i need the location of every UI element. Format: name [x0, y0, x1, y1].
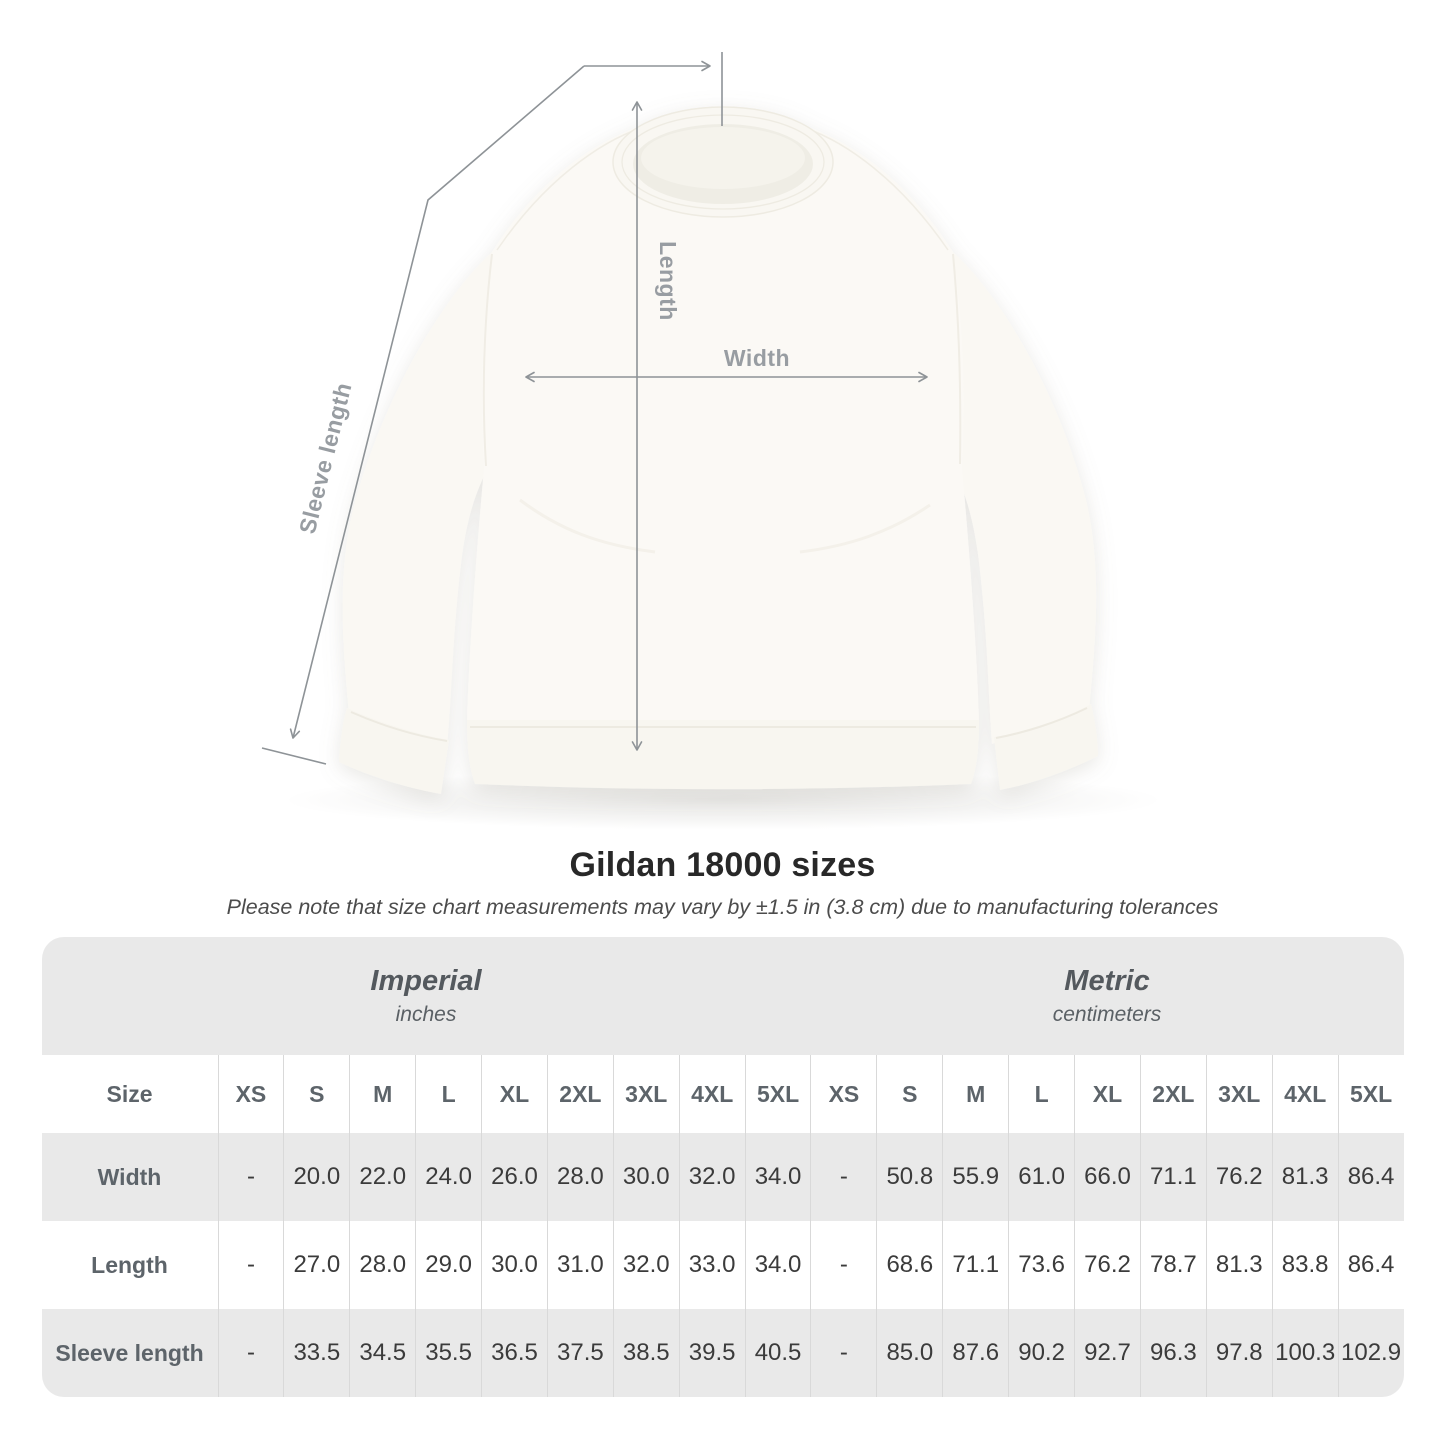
table-cell: 37.5 — [547, 1309, 613, 1397]
table-cell: 34.0 — [745, 1133, 811, 1221]
table-cell: 28.0 — [547, 1133, 613, 1221]
table-cell: 27.0 — [283, 1221, 349, 1309]
table-cell: 28.0 — [349, 1221, 415, 1309]
table-cell: 36.5 — [481, 1309, 547, 1397]
table-cell: 76.2 — [1074, 1221, 1140, 1309]
table-cell: 34.5 — [349, 1309, 415, 1397]
table-cell: 33.5 — [283, 1309, 349, 1397]
table-row-sleeve-length — [42, 1309, 1404, 1397]
table-cell: 85.0 — [876, 1309, 942, 1397]
size-header-cell: XS — [218, 1055, 284, 1133]
table-cell: 33.0 — [679, 1221, 745, 1309]
size-header-cell: L — [415, 1055, 481, 1133]
table-cell: 20.0 — [283, 1133, 349, 1221]
table-cell: 102.9 — [1338, 1309, 1404, 1397]
table-cell: 86.4 — [1338, 1133, 1404, 1221]
table-cell: 86.4 — [1338, 1221, 1404, 1309]
table-cell: 32.0 — [679, 1133, 745, 1221]
table-cell: 30.0 — [613, 1133, 679, 1221]
metric-header — [811, 937, 1404, 1055]
table-cell: 24.0 — [415, 1133, 481, 1221]
table-cell: 68.6 — [876, 1221, 942, 1309]
sweatshirt-graphic — [339, 107, 1098, 794]
table-cell: 30.0 — [481, 1221, 547, 1309]
size-header-cell: M — [349, 1055, 415, 1133]
table-cell: 38.5 — [613, 1309, 679, 1397]
size-header-cell: 2XL — [1140, 1055, 1206, 1133]
table-cell: 61.0 — [1008, 1133, 1074, 1221]
table-cell: 71.1 — [1140, 1133, 1206, 1221]
page-title: Gildan 18000 sizes — [569, 846, 876, 884]
size-column-header: Size — [106, 1080, 153, 1107]
table-cell: 26.0 — [481, 1133, 547, 1221]
width-label: Width — [723, 345, 791, 371]
table-cell: 76.2 — [1206, 1133, 1272, 1221]
size-header-cell: 4XL — [1272, 1055, 1338, 1133]
table-cell: 29.0 — [415, 1221, 481, 1309]
size-header-cell: 3XL — [1206, 1055, 1272, 1133]
metric-title: Metric — [1064, 965, 1150, 997]
table-cell: 81.3 — [1272, 1133, 1338, 1221]
table-cell: 50.8 — [876, 1133, 942, 1221]
row-label: Sleeve length — [55, 1339, 204, 1366]
size-header-cell: S — [283, 1055, 349, 1133]
row-label: Length — [91, 1251, 168, 1278]
table-cell: 92.7 — [1074, 1309, 1140, 1397]
table-cell: 78.7 — [1140, 1221, 1206, 1309]
table-cell: 32.0 — [613, 1221, 679, 1309]
metric-unit: centimeters — [1052, 1003, 1162, 1026]
length-label: Length — [655, 241, 681, 321]
table-cell: 81.3 — [1206, 1221, 1272, 1309]
table-cell: 96.3 — [1140, 1309, 1206, 1397]
table-row-width — [42, 1133, 1404, 1221]
size-header-row — [42, 1055, 1404, 1133]
size-header-cell: XL — [481, 1055, 547, 1133]
table-cell: - — [810, 1221, 876, 1309]
table-row-length — [42, 1221, 1404, 1309]
table-cell: 35.5 — [415, 1309, 481, 1397]
table-cell: 83.8 — [1272, 1221, 1338, 1309]
imperial-title: Imperial — [370, 965, 482, 997]
table-cell: 90.2 — [1008, 1309, 1074, 1397]
table-cell: 73.6 — [1008, 1221, 1074, 1309]
size-header-cell: S — [876, 1055, 942, 1133]
table-cell: 34.0 — [745, 1221, 811, 1309]
table-cell: 40.5 — [745, 1309, 811, 1397]
table-cell: - — [810, 1309, 876, 1397]
hem-band — [467, 720, 979, 789]
table-cell: 71.1 — [942, 1221, 1008, 1309]
size-header-cell: 3XL — [613, 1055, 679, 1133]
row-label: Width — [97, 1163, 162, 1190]
size-header-cell: XL — [1074, 1055, 1140, 1133]
imperial-unit: inches — [395, 1003, 457, 1026]
table-cell: 22.0 — [349, 1133, 415, 1221]
table-cell: 100.3 — [1272, 1309, 1338, 1397]
sleeve-tick — [262, 748, 326, 764]
table-cell: 31.0 — [547, 1221, 613, 1309]
table-cell: - — [218, 1133, 284, 1221]
size-table — [42, 937, 1404, 1397]
table-cell: - — [218, 1221, 284, 1309]
size-header-cell: 5XL — [1338, 1055, 1404, 1133]
table-cell: 55.9 — [942, 1133, 1008, 1221]
sleeve-length-label: Sleeve length — [293, 379, 357, 537]
table-cell: 66.0 — [1074, 1133, 1140, 1221]
unit-header-row — [42, 937, 1404, 1055]
size-header-cell: M — [942, 1055, 1008, 1133]
size-header-cell: L — [1008, 1055, 1074, 1133]
table-cell: - — [810, 1133, 876, 1221]
table-cell: 39.5 — [679, 1309, 745, 1397]
size-header-cell: 5XL — [745, 1055, 811, 1133]
size-header-cell: 4XL — [679, 1055, 745, 1133]
size-header-cell: XS — [810, 1055, 876, 1133]
table-cell: 87.6 — [942, 1309, 1008, 1397]
tolerance-note: Please note that size chart measurements may vary by ±1.5 in (3.8 cm) due to manufacturing tolerances — [226, 895, 1219, 919]
size-header-cell: 2XL — [547, 1055, 613, 1133]
imperial-header — [42, 937, 811, 1055]
table-cell: - — [218, 1309, 284, 1397]
table-cell: 97.8 — [1206, 1309, 1272, 1397]
